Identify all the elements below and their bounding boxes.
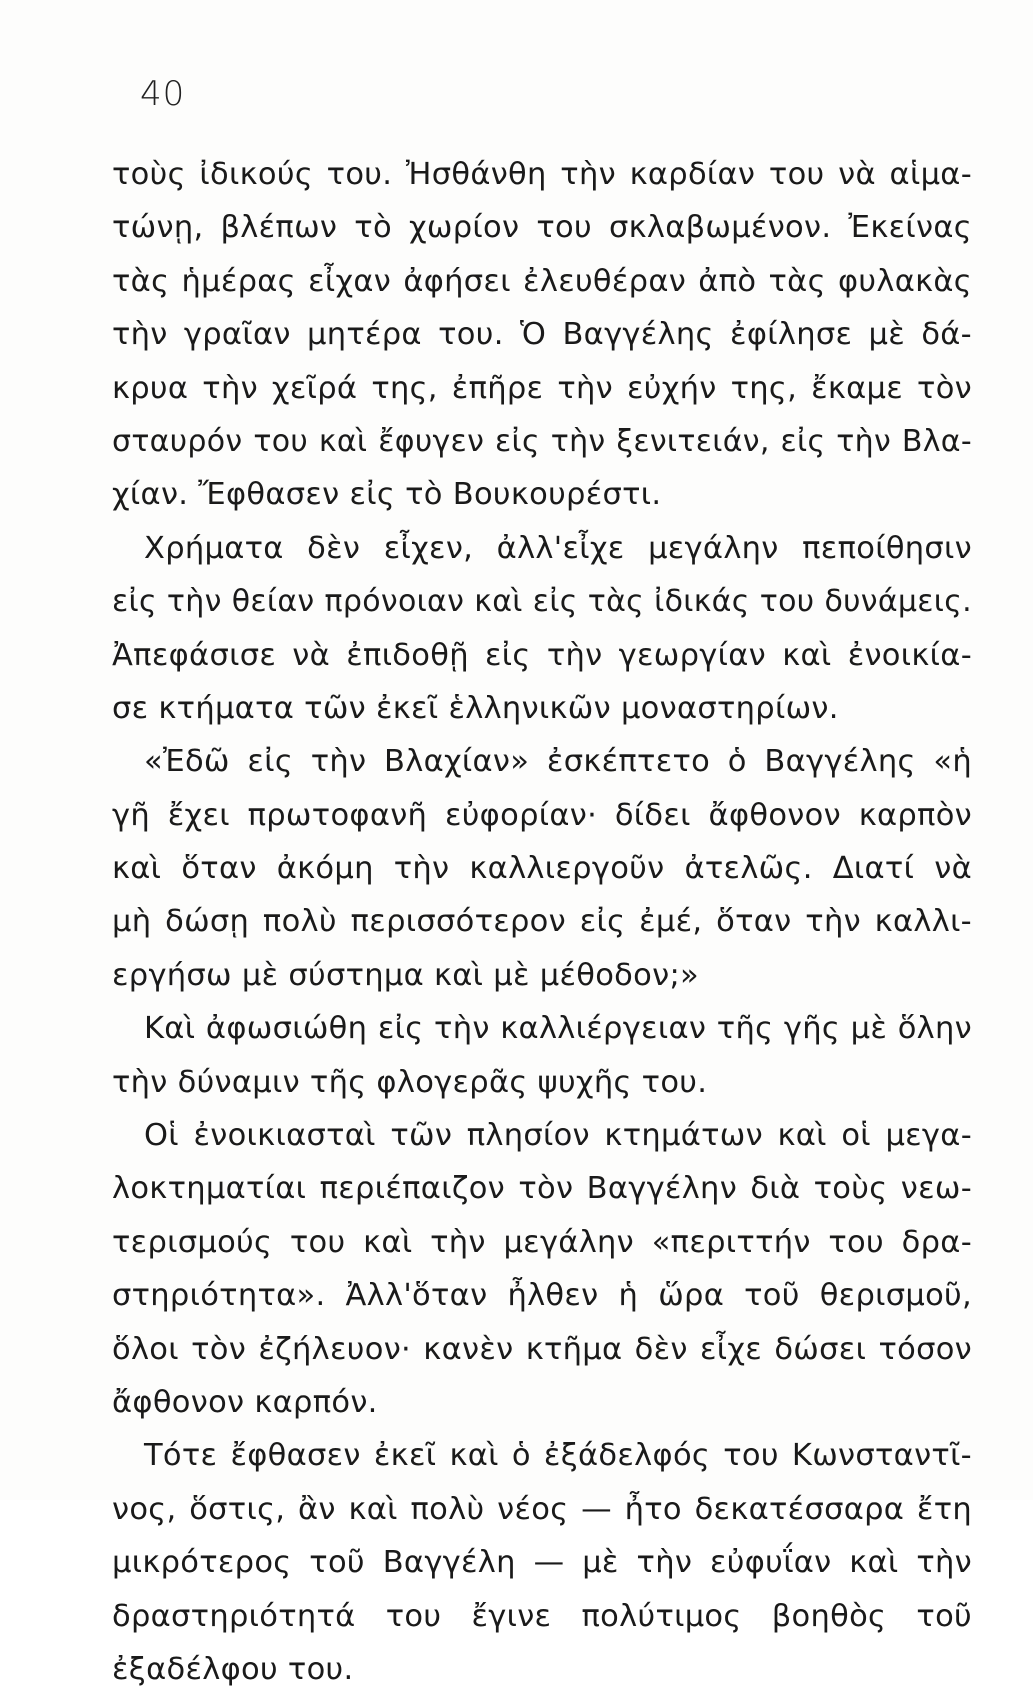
text-line: στηριότητα». Ἀλλ'ὅταν ἦλθεν ἡ ὥρα τοῦ θερισμοῦ, (112, 1278, 972, 1314)
body-text (112, 148, 972, 1696)
text-line: χίαν. Ἔφθασεν εἰς τὸ Βουκουρέστι. (112, 477, 662, 513)
text-line: εργήσω μὲ σύστημα καὶ μὲ μέθοδον;» (112, 957, 699, 993)
text-line: τὴν δύναμιν τῆς φλογερᾶς ψυχῆς του. (112, 1064, 708, 1100)
text-line: λοκτηματίαι περιέπαιζον τὸν Βαγγέλην διὰ τοὺς νεω- (112, 1171, 972, 1207)
text-line: Καὶ ἀφωσιώθη εἰς τὴν καλλιέργειαν τῆς γῆς μὲ ὅλην (144, 1011, 972, 1047)
text-line: γῆ ἔχει πρωτοφανῆ εὐφορίαν· δίδει ἄφθονον καρπὸν (112, 797, 972, 833)
text-line: τὴν γραῖαν μητέρα του. Ὁ Βαγγέλης ἐφίλησε μὲ δά- (112, 317, 972, 353)
text-line: δραστηριότητά του ἔγινε πολύτιμος βοηθὸς τοῦ (112, 1598, 972, 1634)
text-line: σταυρόν του καὶ ἔφυγεν εἰς τὴν ξενιτειάν, εἰς τὴν Βλα- (112, 423, 972, 459)
text-line: Τότε ἔφθασεν ἐκεῖ καὶ ὁ ἐξάδελφός του Κωνσταντῖ- (144, 1438, 972, 1474)
text-line: Οἱ ἐνοικιασταὶ τῶν πλησίον κτημάτων καὶ οἱ μεγα- (144, 1118, 972, 1154)
text-line: Ἀπεφάσισε νὰ ἐπιδοθῇ εἰς τὴν γεωργίαν καὶ ἐνοικία- (112, 637, 972, 673)
text-line: κρυα τὴν χεῖρά της, ἐπῆρε τὴν εὐχήν της, ἔκαμε τὸν (112, 370, 972, 406)
text-line: ὅλοι τὸν ἐζήλευον· κανὲν κτῆμα δὲν εἶχε δώσει τόσον (112, 1331, 972, 1367)
page-number: 40 (140, 74, 186, 114)
text-line: Χρήματα δὲν εἶχεν, ἀλλ'εἶχε μεγάλην πεποίθησιν (144, 530, 972, 566)
text-line: ἄφθονον καρπόν. (112, 1384, 378, 1420)
text-line: τοὺς ἰδικούς του. Ἠσθάνθη τὴν καρδίαν του νὰ αἱμα- (112, 157, 972, 192)
text-line: «Ἐδῶ εἰς τὴν Βλαχίαν» ἐσκέπτετο ὁ Βαγγέλης «ἡ (144, 744, 972, 780)
text-line: μικρότερος τοῦ Βαγγέλη — μὲ τὴν εὐφυΐαν καὶ τὴν (112, 1545, 972, 1581)
text-line: σε κτήματα τῶν ἐκεῖ ἑλληνικῶν μοναστηρίων. (112, 690, 839, 726)
text-line: τερισμούς του καὶ τὴν μεγάλην «περιττήν του δρα- (112, 1224, 972, 1260)
text-line: νος, ὅστις, ἂν καὶ πολὺ νέος — ἦτο δεκατέσσαρα ἔτη (112, 1491, 972, 1527)
text-line: τώνῃ, βλέπων τὸ χωρίον του σκλαβωμένον. Ἐκείνας (112, 210, 972, 246)
text-line: μὴ δώσῃ πολὺ περισσότερον εἰς ἐμέ, ὅταν τὴν καλλι- (112, 904, 972, 940)
text-line: εἰς τὴν θείαν πρόνοιαν καὶ εἰς τὰς ἰδικάς του δυνάμεις. (112, 584, 972, 620)
text-line: τὰς ἡμέρας εἶχαν ἀφήσει ἐλευθέραν ἀπὸ τὰς φυλακὰς (112, 263, 972, 299)
text-line: καὶ ὅταν ἀκόμη τὴν καλλιεργοῦν ἀτελῶς. Διατί νὰ (112, 851, 972, 887)
text-line: ἐξαδέλφου του. (112, 1651, 354, 1687)
